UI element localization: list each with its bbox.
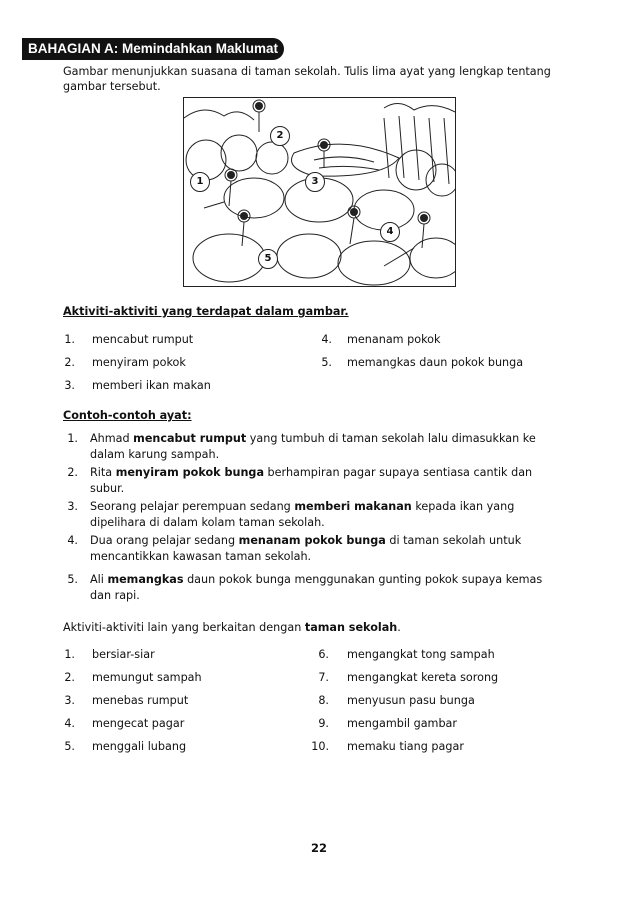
activity-number: 1. (64, 333, 75, 346)
other-activity-number: 7. (318, 671, 329, 684)
example-number: 4. (67, 534, 78, 547)
intro-text: Gambar menunjukkan suasana di taman sekolah. Tulis lima ayat yang lengkap tentang gambar tersebut. (63, 65, 551, 93)
section-banner: BAHAGIAN A: Memindahkan Maklumat (22, 38, 284, 60)
other-activity-item: memungut sampah (92, 671, 202, 684)
example-text-post: yang tumbuh di taman sekolah lalu dimasukkan ke dalam karung sampah. (90, 432, 536, 461)
example-text-pre: Dua orang pelajar sedang (90, 534, 239, 547)
other-activity-item: mengecat pagar (92, 717, 185, 730)
activity-item: memberi ikan makan (92, 379, 211, 392)
activity-number: 2. (64, 356, 75, 369)
example-text-post: daun pokok bunga menggunakan gunting pokok supaya kemas dan rapi. (90, 573, 543, 602)
example-text (90, 533, 560, 565)
example-text-bold: menyiram pokok bunga (115, 466, 264, 479)
other-activity-item: menebas rumput (92, 694, 189, 707)
example-text-bold: memangkas (107, 573, 184, 586)
picture-label-5: 5 (258, 249, 278, 269)
other-activity-item: menyusun pasu bunga (347, 694, 475, 707)
activity-item: memangkas daun pokok bunga (347, 356, 524, 369)
other-activity-number: 10. (311, 740, 329, 753)
example-number: 3. (67, 500, 78, 513)
example-text-post: berhampiran pagar supaya sentiasa cantik dan subur. (90, 466, 533, 495)
example-text-pre: Ali (90, 573, 108, 586)
other-activity-item: mengambil gambar (347, 717, 458, 730)
example-number: 2. (67, 466, 78, 479)
other-heading-bold: taman sekolah (304, 621, 398, 634)
activity-number: 4. (321, 333, 332, 346)
picture-label-2: 2 (270, 126, 290, 146)
other-activity-number: 5. (64, 740, 75, 753)
example-text-post: di taman sekolah untuk mencantikkan kawasan taman sekolah. (90, 534, 522, 563)
activity-item: menyiram pokok (92, 356, 186, 369)
example-text-post: kepada ikan yang dipelihara di dalam kolam taman sekolah. (90, 500, 515, 529)
other-heading-post: . (397, 621, 401, 634)
picture-label-3: 3 (305, 172, 325, 192)
activity-item: mencabut rumput (92, 333, 194, 346)
activity-number: 3. (64, 379, 75, 392)
activities-heading: Aktiviti-aktiviti yang terdapat dalam gambar. (63, 305, 349, 318)
other-activity-number: 2. (64, 671, 75, 684)
example-text-bold: menanam pokok bunga (238, 534, 386, 547)
other-activity-number: 4. (64, 717, 75, 730)
picture-label-1: 1 (190, 172, 210, 192)
example-text-pre: Seorang pelajar perempuan sedang (90, 500, 295, 513)
other-heading-pre: Aktiviti-aktiviti lain yang berkaitan dengan (63, 621, 305, 634)
example-text-pre: Ahmad (90, 432, 134, 445)
other-activity-item: memaku tiang pagar (347, 740, 464, 753)
example-number: 5. (67, 573, 78, 586)
picture-label-4: 4 (380, 222, 400, 242)
other-activity-item: menggali lubang (92, 740, 187, 753)
other-activity-number: 3. (64, 694, 75, 707)
other-activity-item: mengangkat tong sampah (347, 648, 495, 661)
example-number: 1. (67, 432, 78, 445)
garden-illustration (183, 97, 456, 287)
examples-heading: Contoh-contoh ayat: (63, 409, 192, 422)
example-text (90, 572, 560, 604)
other-activity-item: bersiar-siar (92, 648, 155, 661)
other-activity-number: 9. (318, 717, 329, 730)
example-text-bold: mencabut rumput (133, 432, 247, 445)
example-text (90, 465, 560, 497)
other-activity-number: 1. (64, 648, 75, 661)
example-text-bold: memberi makanan (294, 500, 412, 513)
page-number: 22 (310, 841, 327, 855)
other-activity-item: mengangkat kereta sorong (347, 671, 499, 684)
other-activity-number: 8. (318, 694, 329, 707)
example-text (90, 499, 560, 531)
example-text-pre: Rita (90, 466, 116, 479)
garden-scene-drawing (184, 98, 456, 287)
activity-number: 5. (321, 356, 332, 369)
activity-item: menanam pokok (347, 333, 441, 346)
example-text (90, 431, 560, 463)
other-activity-number: 6. (318, 648, 329, 661)
other-activities-heading (63, 621, 401, 634)
